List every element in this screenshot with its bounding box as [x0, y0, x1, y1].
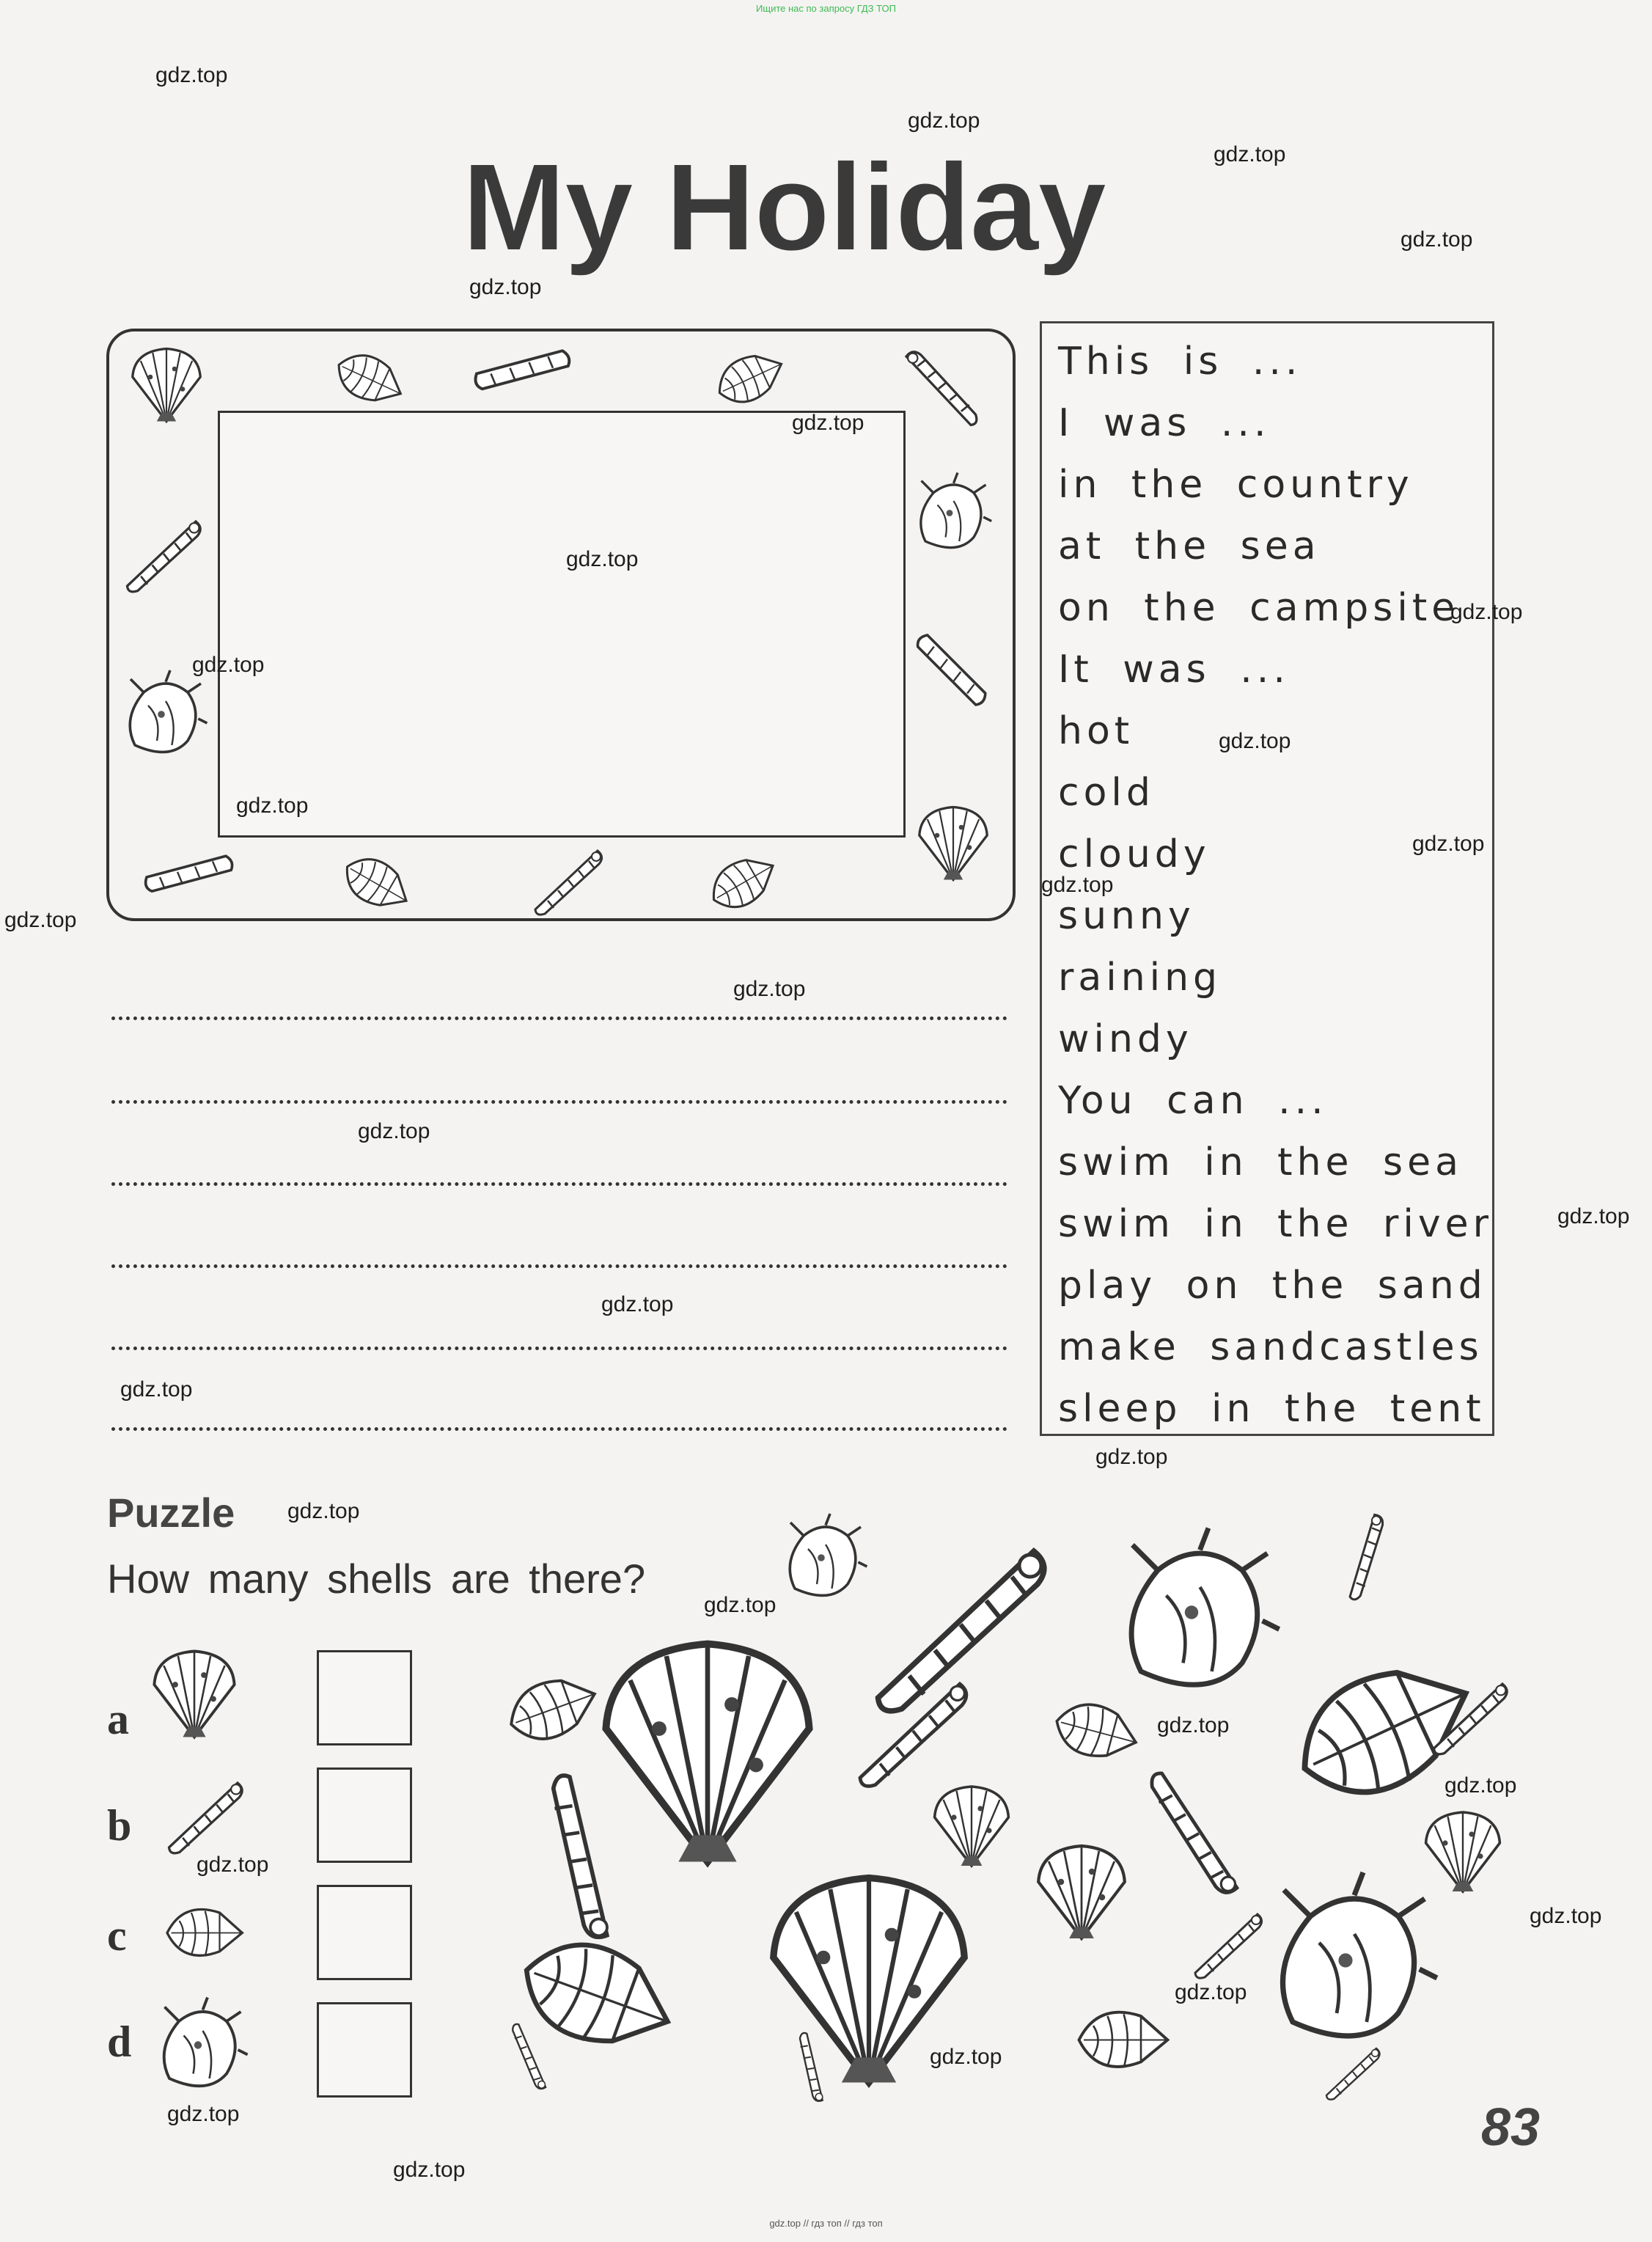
phrase: swim in the sea — [1058, 1140, 1464, 1184]
watermark: gdz.top — [792, 411, 864, 435]
spire-shell-icon — [513, 843, 623, 917]
photo-area[interactable] — [218, 411, 906, 838]
phrase: This is ... — [1058, 340, 1302, 384]
writing-line[interactable] — [111, 1100, 1007, 1104]
watermark: gdz.top — [704, 1593, 777, 1617]
row-letter-a: a — [107, 1695, 129, 1743]
cone-shell-icon — [315, 339, 425, 412]
tube-shell-icon — [909, 631, 997, 711]
header-note: Ищите нас по запросу ГДЗ ТОП — [756, 3, 896, 14]
scallop-shell-icon — [147, 1639, 242, 1749]
watermark: gdz.top — [1400, 227, 1473, 252]
watermark: gdz.top — [1557, 1204, 1630, 1228]
row-letter-d: d — [107, 2018, 132, 2066]
phrase: hot — [1058, 709, 1134, 753]
phrase: cold — [1058, 771, 1155, 815]
conch-shell-icon — [150, 2002, 246, 2098]
phrase: It was ... — [1058, 648, 1290, 692]
watermark: gdz.top — [1450, 600, 1523, 624]
writing-line[interactable] — [111, 1264, 1007, 1268]
watermark: gdz.top — [1219, 729, 1291, 753]
answer-box-a[interactable] — [317, 1650, 412, 1745]
watermark: gdz.top — [192, 653, 265, 677]
spire-shell-icon — [898, 345, 979, 433]
footer-note: gdz.top // гдз топ // гдз топ — [769, 2218, 883, 2229]
writing-line[interactable] — [111, 1182, 1007, 1186]
cone-shell-icon — [686, 843, 796, 917]
spire-shell-icon — [763, 2039, 865, 2098]
puzzle-question: How many shells are there? — [107, 1556, 646, 1602]
watermark: gdz.top — [733, 977, 806, 1001]
spire-shell-icon — [1305, 2043, 1400, 2101]
watermark: gdz.top — [236, 794, 309, 818]
conch-shell-icon — [117, 675, 205, 763]
watermark: gdz.top — [167, 2102, 240, 2126]
scallop-shell-icon — [1030, 1837, 1133, 1947]
watermark: gdz.top — [197, 1853, 269, 1877]
cone-shell-icon — [136, 1889, 271, 1969]
watermark: gdz.top — [358, 1119, 430, 1143]
watermark: gdz.top — [930, 2045, 1002, 2069]
page-number: 83 — [1481, 2098, 1541, 2157]
writing-line[interactable] — [111, 1016, 1007, 1020]
tube-shell-icon — [477, 343, 572, 395]
scallop-shell-icon — [913, 799, 994, 887]
spire-shell-icon — [480, 2028, 583, 2087]
spire-shell-icon — [143, 1775, 268, 1855]
watermark: gdz.top — [1157, 1713, 1230, 1737]
scallop-shell-icon — [126, 345, 207, 425]
spire-shell-icon — [1430, 1650, 1510, 1782]
watermark: gdz.top — [1530, 1904, 1602, 1928]
row-letter-b: b — [107, 1801, 132, 1850]
watermark: gdz.top — [469, 275, 542, 299]
spire-shell-icon — [825, 1672, 1001, 1789]
phrase: at the sea — [1058, 524, 1321, 568]
watermark: gdz.top — [908, 109, 980, 133]
tube-shell-icon — [125, 851, 257, 895]
watermark: gdz.top — [1444, 1773, 1517, 1798]
phrase: raining — [1058, 956, 1222, 1000]
spire-shell-icon — [123, 506, 204, 601]
watermark: gdz.top — [1412, 832, 1485, 856]
phrase: on the campsite — [1058, 586, 1460, 630]
writing-line[interactable] — [111, 1427, 1007, 1431]
watermark: gdz.top — [287, 1499, 360, 1523]
watermark: gdz.top — [393, 2158, 466, 2182]
phrase: sunny — [1058, 894, 1195, 938]
conch-shell-icon — [909, 477, 990, 557]
scallop-shell-icon — [928, 1782, 1016, 1870]
watermark: gdz.top — [1214, 142, 1286, 166]
phrase: I was ... — [1058, 401, 1271, 445]
spire-shell-icon — [1170, 1907, 1287, 1980]
row-letter-c: c — [107, 1911, 127, 1960]
phrase: You can ... — [1058, 1079, 1328, 1123]
cone-shell-icon — [700, 339, 796, 412]
watermark: gdz.top — [566, 547, 639, 571]
watermark: gdz.top — [1175, 1980, 1247, 2004]
watermark: gdz.top — [1041, 873, 1114, 897]
phrase: swim in the river — [1058, 1202, 1494, 1246]
phrase: windy — [1058, 1017, 1193, 1061]
watermark: gdz.top — [601, 1292, 674, 1316]
answer-box-c[interactable] — [317, 1885, 412, 1980]
phrase: make sandcastles — [1058, 1325, 1483, 1369]
cone-shell-icon — [1023, 1683, 1170, 1771]
watermark: gdz.top — [4, 908, 77, 932]
phrase: play on the sand — [1058, 1264, 1487, 1308]
spire-shell-icon — [1269, 1518, 1459, 1591]
answer-box-b[interactable] — [317, 1767, 412, 1863]
phrase: sleep in the tent — [1058, 1387, 1486, 1431]
phrase: in the country — [1058, 463, 1414, 507]
answer-box-d[interactable] — [317, 2002, 412, 2098]
writing-line[interactable] — [111, 1347, 1007, 1350]
cone-shell-icon — [323, 843, 433, 917]
watermark: gdz.top — [1095, 1445, 1168, 1469]
watermark: gdz.top — [155, 63, 228, 87]
page-title: My Holiday — [462, 138, 1106, 277]
puzzle-heading: Puzzle — [107, 1490, 235, 1536]
watermark: gdz.top — [120, 1377, 193, 1402]
phrase: cloudy — [1058, 832, 1211, 876]
